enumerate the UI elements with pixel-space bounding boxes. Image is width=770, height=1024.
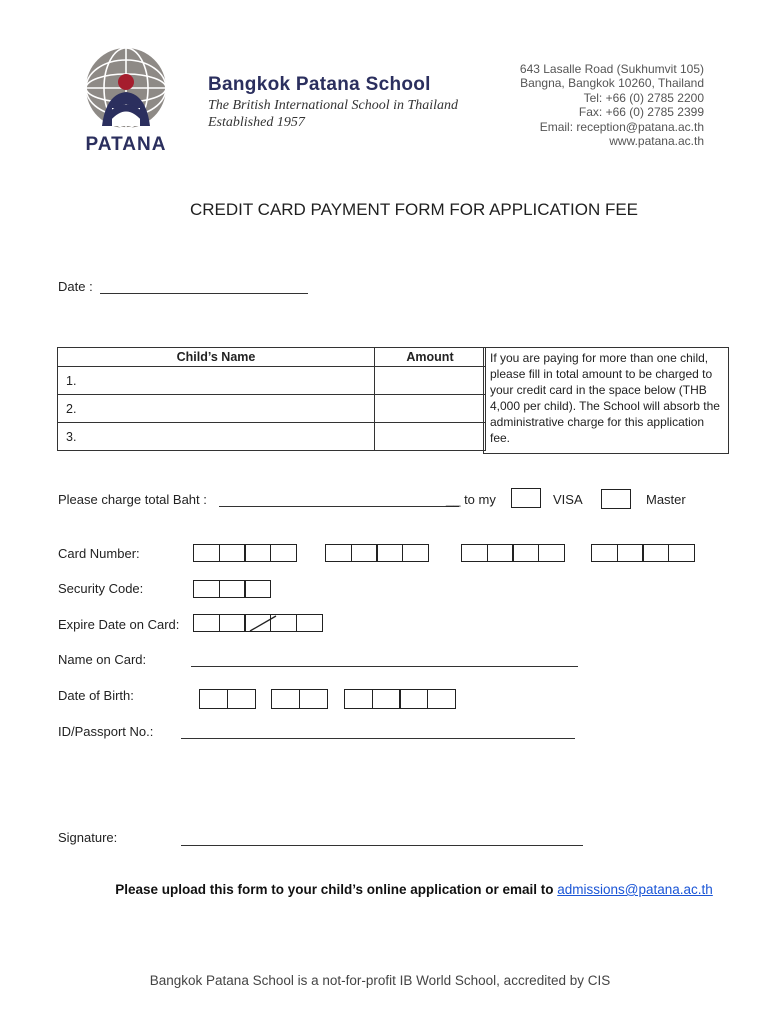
visa-checkbox[interactable] — [511, 488, 541, 508]
name-on-card-label: Name on Card: — [58, 652, 147, 667]
child-name-cell[interactable]: 3. — [58, 423, 375, 451]
card-number-group-2[interactable] — [325, 544, 428, 562]
card-number-group-3[interactable] — [461, 544, 564, 562]
amount-cell[interactable] — [375, 423, 486, 451]
upload-text: Please upload this form to your child’s online application or email to — [115, 882, 558, 897]
security-code-boxes[interactable] — [193, 580, 270, 598]
patana-logo — [78, 48, 174, 158]
to-my-label: __ to my — [446, 492, 496, 507]
amount-cell[interactable] — [375, 367, 486, 395]
expire-date-label: Expire Date on Card: — [58, 617, 180, 632]
card-number-group-1[interactable] — [193, 544, 296, 562]
name-on-card-field[interactable] — [191, 666, 578, 667]
date-slash-icon — [248, 614, 278, 632]
address-line: Tel: +66 (0) 2785 2200 — [583, 90, 704, 105]
amount-header: Amount — [375, 348, 486, 367]
child-name-cell[interactable]: 2. — [58, 395, 375, 423]
child-name-header: Child’s Name — [58, 348, 375, 367]
child-name-cell[interactable]: 1. — [58, 367, 375, 395]
id-passport-field[interactable] — [181, 738, 575, 739]
amount-cell[interactable] — [375, 395, 486, 423]
address-line: 643 Lasalle Road (Sukhumvit 105) — [519, 62, 704, 76]
multiple-children-note: If you are paying for more than one child, please fill in total amount to be charged to your credit card in the space below (THB 4,000 per child). The School will absorb the administrative charge for this application fee. — [483, 347, 729, 454]
table-row — [58, 367, 486, 395]
signature-label: Signature: — [58, 830, 118, 845]
dob-month-boxes[interactable] — [271, 689, 326, 709]
established-text: Established 1957 — [208, 115, 305, 130]
charge-label: Please charge total Baht : — [58, 492, 207, 507]
form-title: CREDIT CARD PAYMENT FORM FOR APPLICATION FEE — [189, 200, 639, 219]
address-block — [520, 62, 704, 148]
security-code-label: Security Code: — [58, 581, 144, 596]
master-label: Master — [646, 492, 686, 507]
signature-field[interactable] — [181, 845, 583, 846]
id-passport-label: ID/Passport No.: — [58, 724, 154, 739]
table-row — [58, 423, 486, 451]
charge-amount-field[interactable] — [219, 506, 459, 507]
visa-label: VISA — [553, 492, 583, 507]
logo-text: PATANA — [85, 134, 167, 155]
card-number-group-4[interactable] — [591, 544, 694, 562]
tagline-text: The British International School in Thailand — [208, 98, 459, 113]
address-line: www.patana.ac.th — [609, 134, 704, 149]
address-line: Email: reception@patana.ac.th — [539, 119, 704, 134]
footer-text: Bangkok Patana School is a not-for-profit IB World School, accredited by CIS — [149, 973, 611, 988]
dob-year-boxes[interactable] — [344, 689, 455, 709]
table-row — [58, 395, 486, 423]
school-tagline — [208, 97, 458, 131]
address-line: Bangna, Bangkok 10260, Thailand — [520, 76, 704, 91]
master-checkbox[interactable] — [601, 489, 631, 509]
dob-day-boxes[interactable] — [199, 689, 254, 709]
admissions-email-link[interactable]: admissions@patana.ac.th — [557, 882, 713, 897]
date-field[interactable] — [100, 293, 308, 294]
school-name: Bangkok Patana School — [208, 74, 431, 95]
dob-label: Date of Birth: — [58, 688, 134, 703]
card-number-label: Card Number: — [58, 546, 140, 561]
date-label: Date : — [58, 279, 93, 294]
upload-instruction — [0, 882, 770, 897]
children-table — [57, 347, 486, 451]
address-line: Fax: +66 (0) 2785 2399 — [578, 105, 704, 120]
